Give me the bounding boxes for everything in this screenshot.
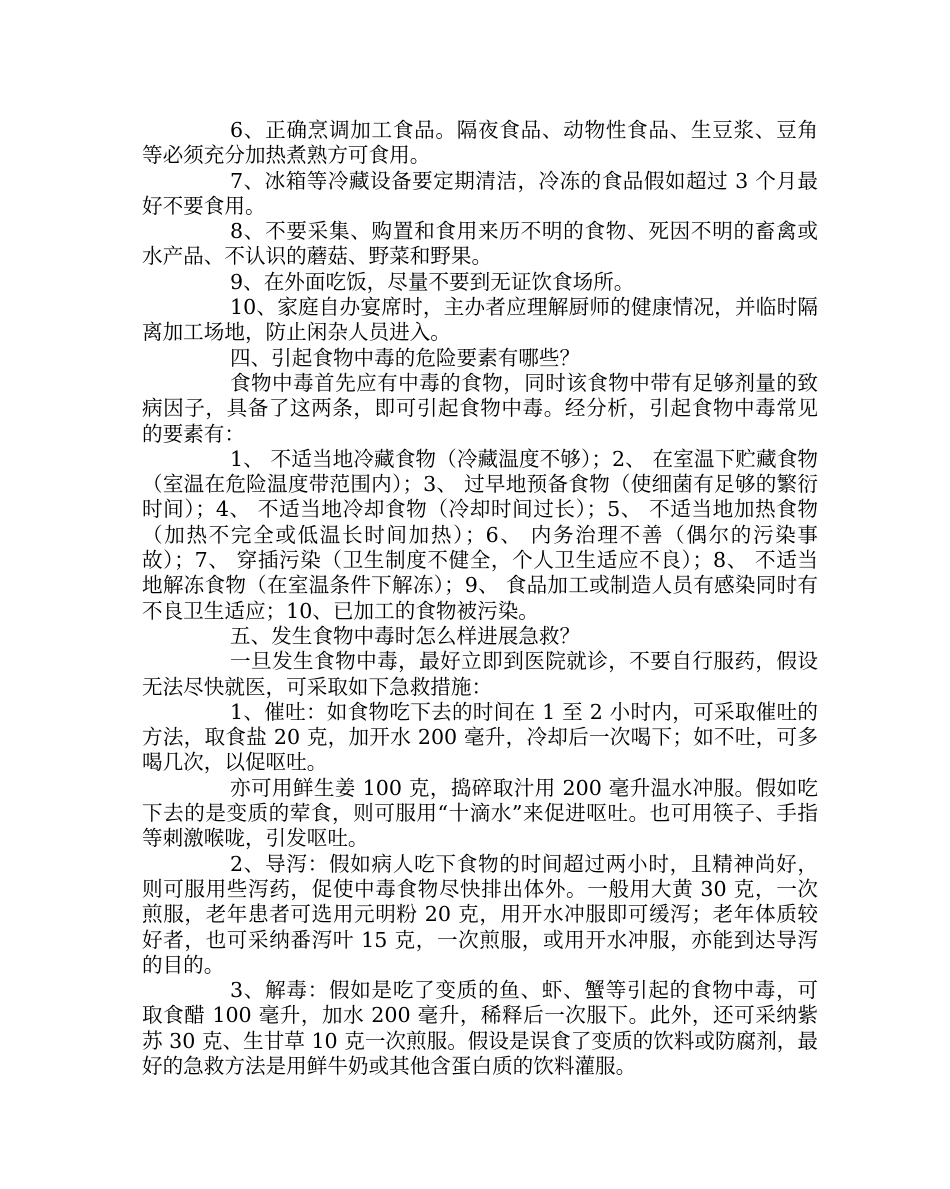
paragraph-laxative: 2、导泻：假如病人吃下食物的时间超过两小时，且精神尚好，则可服用些泻药，促使中毒食物尽快排出体外。一般用大黄 30 克，一次煎服，老年患者可选用元明粉 20 克，用开水冲服即可缓泻；老年体质较好者，也可采纳番泻叶 15 克，一次煎服，或用开水冲服，亦能到达导泻的目的。 <box>142 851 818 977</box>
document-body <box>142 118 818 1079</box>
paragraph-item-7-fridge: 7、冰箱等冷藏设备要定期清洁，冷冻的食品假如超过 3 个月最好不要食用。 <box>142 168 818 218</box>
paragraph-induce-vomiting: 1、催吐：如食物吃下去的时间在 1 至 2 小时内，可采取催吐的方法，取食盐 20 克，加开水 200 毫升，冷却后一次喝下；如不吐，可多喝几次，以促呕吐。 <box>142 699 818 775</box>
paragraph-item-9-dining-out: 9、在外面吃饭，尽量不要到无证饮食场所。 <box>230 269 635 294</box>
section-heading-risk-factors: 四、引起食物中毒的危险要素有哪些？ <box>230 345 581 370</box>
paragraph-risk-list: 1、 不适当地冷藏食物（冷藏温度不够）；2、 在室温下贮藏食物（室温在危险温度带范围内）；3、 过早地预备食物（使细菌有足够的繁衍时间）；4、 不适当地冷却食物（冷却时间过长）；5、 不适当地加热食物（加热不完全或低温长时间加热）；6、 内务治理不善（偶尔的污染事故）；7、 穿插污染（卫生制度不健全，个人卫生适应不良）；8、 不适当地解冻食物（在室温条件下解冻）；9、 食品加工或制造人员有感染同时有不良卫生适应；10、已加工的食物被污染。 <box>142 446 818 623</box>
paragraph-risk-intro: 食物中毒首先应有中毒的食物，同时该食物中带有足够剂量的致病因子，具备了这两条，即可引起食物中毒。经分析，引起食物中毒常见的要素有： <box>142 370 818 446</box>
paragraph-item-10-banquet: 10、家庭自办宴席时，主办者应理解厨师的健康情况，并临时隔离加工场地，防止闲杂人员进入。 <box>142 295 818 345</box>
paragraph-ginger-remedy: 亦可用鲜生姜 100 克，捣碎取汁用 200 毫升温水冲服。假如吃下去的是变质的荤食，则可服用“十滴水”来促进呕吐。也可用筷子、手指等刺激喉咙，引发呕吐。 <box>142 775 818 851</box>
paragraph-item-6-cooking: 6、正确烹调加工食品。隔夜食品、动物性食品、生豆浆、豆角等必须充分加热煮熟方可食用。 <box>142 118 818 168</box>
paragraph-detox: 3、解毒：假如是吃了变质的鱼、虾、蟹等引起的食物中毒，可取食醋 100 毫升，加水 200 毫升，稀释后一次服下。此外，还可采纳紫苏 30 克、生甘草 10 克一次煎服。假设是误食了变质的饮料或防腐剂，最好的急救方法是用鲜牛奶或其他含蛋白质的饮料灌服。 <box>142 978 818 1078</box>
section-heading-first-aid: 五、发生食物中毒时怎么样进展急救？ <box>230 623 581 648</box>
paragraph-first-aid-intro: 一旦发生食物中毒，最好立即到医院就诊，不要自行服药，假设无法尽快就医，可采取如下急救措施： <box>142 649 818 699</box>
paragraph-item-8-unknown-food: 8、不要采集、购置和食用来历不明的食物、死因不明的畜禽或水产品、不认识的蘑菇、野菜和野果。 <box>142 219 818 269</box>
